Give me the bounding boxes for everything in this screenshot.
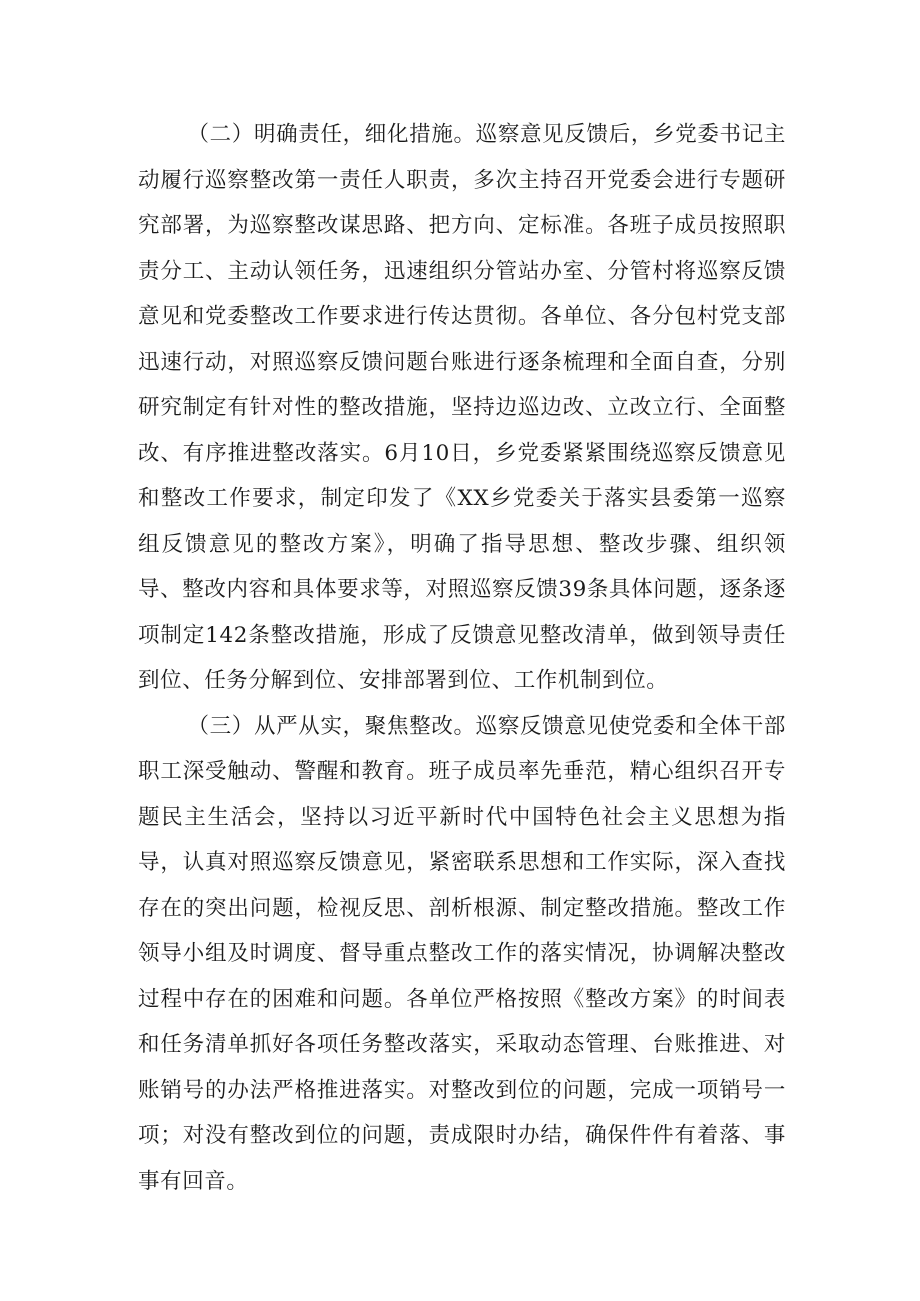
document-body [138, 112, 786, 1204]
paragraph-strict-rectification: （三）从严从实，聚焦整改。巡察反馈意见使党委和全体干部职工深受触动、警醒和教育。班子成员率先垂范，精心组织召开专题民主生活会，坚持以习近平新时代中国特色社会主义思想为指导，认真对照巡察反馈意见，紧密联系思想和工作实际，深入查找存在的突出问题，检视反思、剖析根源、制定整改措施。整改工作领导小组及时调度、督导重点整改工作的落实情况，协调解决整改过程中存在的困难和问题。各单位严格按照《整改方案》的时间表和任务清单抓好各项任务整改落实，采取动态管理、台账推进、对账销号的办法严格推进落实。对整改到位的问题，完成一项销号一项；对没有整改到位的问题，责成限时办结，确保件件有着落、事事有回音。 [138, 713, 786, 1194]
paragraph-responsibility-measures: （二）明确责任，细化措施。巡察意见反馈后，乡党委书记主动履行巡察整改第一责任人职责，多次主持召开党委会进行专题研究部署，为巡察整改谋思路、把方向、定标准。各班子成员按照职责分工、主动认领任务，迅速组织分管站办室、分管村将巡察反馈意见和党委整改工作要求进行传达贯彻。各单位、各分包村党支部迅速行动，对照巡察反馈问题台账进行逐条梳理和全面自查，分别研究制定有针对性的整改措施，坚持边巡边改、立改立行、全面整改、有序推进整改落实。6月10日，乡党委紧紧围绕巡察反馈意见和整改工作要求，制定印发了《XX乡党委关于落实县委第一巡察组反馈意见的整改方案》，明确了指导思想、整改步骤、组织领导、整改内容和具体要求等，对照巡察反馈39条具体问题，逐条逐项制定142条整改措施，形成了反馈意见整改清单，做到领导责任到位、任务分解到位、安排部署到位、工作机制到位。 [138, 122, 786, 693]
